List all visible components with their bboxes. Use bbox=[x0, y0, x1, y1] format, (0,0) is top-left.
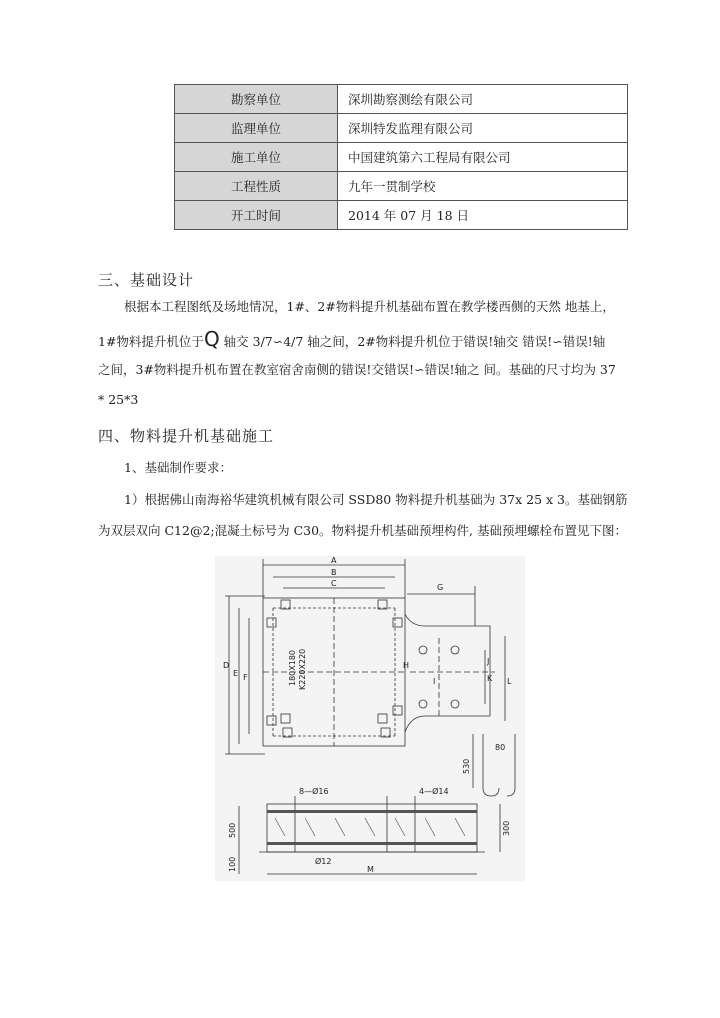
paragraph-line: 之间，3#物料提升机布置在教室宿舍南侧的错误!交错误!∽错误!轴之 间。基础的尺寸均为 37 bbox=[98, 362, 616, 377]
label-bar-16: 8—Ø16 bbox=[299, 787, 329, 796]
label-100: 100 bbox=[228, 856, 237, 872]
row-value: 2014 年 07 月 18 日 bbox=[338, 201, 628, 230]
label-bar-12: Ø12 bbox=[315, 857, 332, 866]
label-300: 300 bbox=[502, 820, 511, 836]
paragraph-line: * 25*3 bbox=[98, 392, 139, 407]
section-title-foundation-design: 三、基础设计 bbox=[98, 271, 195, 289]
label-F: F bbox=[243, 673, 248, 682]
paragraph-line bbox=[98, 327, 605, 351]
label-bar-14: 4—Ø14 bbox=[419, 787, 449, 796]
row-label: 工程性质 bbox=[175, 172, 338, 201]
paragraph-line: 为双层双向 C12@2;混凝土标号为 C30。物料提升机基础预埋构件, 基础预埋螺栓布置见下图： bbox=[98, 523, 627, 538]
paragraph-line: 根据本工程图纸及场地情况，1#、2#物料提升机基础布置在教学楼西侧的天然 地基上， bbox=[124, 299, 615, 314]
axis-q-letter: Q bbox=[203, 327, 220, 351]
row-value: 九年一贯制学校 bbox=[338, 172, 628, 201]
row-label: 勘察单位 bbox=[175, 85, 338, 114]
table-row bbox=[175, 172, 628, 201]
paragraph-text: 轴交 3/7∽4/7 轴之间，2#物料提升机位于错误!轴交 错误!∽错误!轴 bbox=[219, 334, 606, 349]
label-530: 530 bbox=[462, 758, 471, 774]
paragraph-text: 1#物料提升机位于 bbox=[98, 334, 204, 349]
label-M: M bbox=[367, 865, 374, 874]
row-label: 施工单位 bbox=[175, 143, 338, 172]
table-row bbox=[175, 85, 628, 114]
label-I: I bbox=[433, 677, 436, 686]
subheading: 1、基础制作要求： bbox=[124, 460, 232, 475]
label-C: C bbox=[331, 579, 337, 588]
label-dim-220: K220X220 bbox=[298, 648, 307, 690]
table-row bbox=[175, 201, 628, 230]
label-500: 500 bbox=[228, 822, 237, 838]
label-G: G bbox=[437, 583, 444, 592]
table-row bbox=[175, 114, 628, 143]
project-info-table bbox=[174, 84, 628, 230]
label-J: J bbox=[487, 657, 490, 666]
foundation-drawing bbox=[215, 556, 525, 881]
label-H: H bbox=[403, 661, 410, 670]
label-A: A bbox=[331, 556, 337, 565]
row-label: 监理单位 bbox=[175, 114, 338, 143]
label-dim-180: 180X180 bbox=[288, 649, 297, 686]
row-value: 中国建筑第六工程局有限公司 bbox=[338, 143, 628, 172]
paragraph-line: 1）根据佛山南海裕华建筑机械有限公司 SSD80 物料提升机基础为 37x 25 x 3。基础钢筋 bbox=[124, 492, 628, 507]
label-D: D bbox=[223, 661, 230, 670]
label-K: K bbox=[487, 674, 493, 683]
row-value: 深圳特发监理有限公司 bbox=[338, 114, 628, 143]
section-title-hoist-foundation: 四、物料提升机基础施工 bbox=[98, 427, 275, 445]
row-label: 开工时间 bbox=[175, 201, 338, 230]
label-B: B bbox=[331, 568, 337, 577]
foundation-drawing-svg bbox=[215, 556, 525, 881]
row-value: 深圳勘察测绘有限公司 bbox=[338, 85, 628, 114]
label-E: E bbox=[233, 669, 239, 678]
label-L: L bbox=[507, 677, 512, 686]
label-80: 80 bbox=[495, 743, 506, 752]
table-row bbox=[175, 143, 628, 172]
